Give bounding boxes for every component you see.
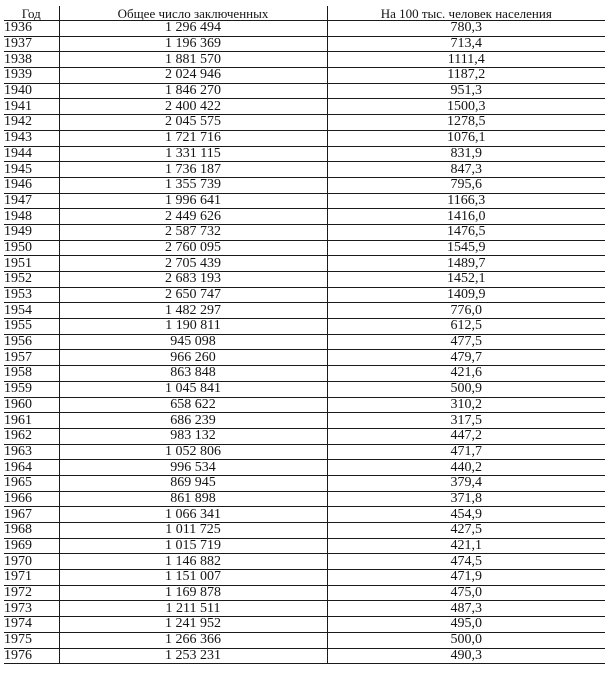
year-cell: 1957 [4,350,59,366]
table-row [4,193,605,209]
rate-cell: 310,2 [327,397,605,413]
table-row [4,570,605,586]
table-row [4,366,605,382]
table-row [4,272,605,288]
total-cell: 2 650 747 [59,287,327,303]
table-row [4,68,605,84]
rate-cell: 847,3 [327,162,605,178]
total-cell: 2 587 732 [59,224,327,240]
rate-cell: 427,5 [327,523,605,539]
total-cell: 863 848 [59,366,327,382]
table-row [4,177,605,193]
table-row [4,115,605,131]
table-row [4,287,605,303]
rate-cell: 475,0 [327,585,605,601]
year-cell: 1936 [4,21,59,37]
total-cell: 1 190 811 [59,319,327,335]
table-row [4,83,605,99]
rate-cell: 487,3 [327,601,605,617]
table-row [4,224,605,240]
table-row [4,491,605,507]
year-cell: 1962 [4,428,59,444]
table-row [4,507,605,523]
total-cell: 1 846 270 [59,83,327,99]
rate-cell: 713,4 [327,36,605,52]
total-cell: 1 253 231 [59,648,327,664]
rate-cell: 440,2 [327,460,605,476]
table-row [4,319,605,335]
year-cell: 1967 [4,507,59,523]
year-cell: 1948 [4,209,59,225]
year-cell: 1963 [4,444,59,460]
table-row [4,130,605,146]
rate-cell: 495,0 [327,617,605,633]
total-cell: 1 015 719 [59,538,327,554]
year-cell: 1965 [4,475,59,491]
year-cell: 1958 [4,366,59,382]
table-row [4,475,605,491]
rate-cell: 474,5 [327,554,605,570]
table-header-row [4,6,605,21]
total-cell: 1 736 187 [59,162,327,178]
year-cell: 1960 [4,397,59,413]
year-cell: 1964 [4,460,59,476]
total-cell: 658 622 [59,397,327,413]
total-cell: 1 151 007 [59,570,327,586]
year-cell: 1945 [4,162,59,178]
year-cell: 1940 [4,83,59,99]
rate-cell: 1416,0 [327,209,605,225]
year-cell: 1946 [4,177,59,193]
rate-cell: 421,1 [327,538,605,554]
table-row [4,162,605,178]
rate-cell: 1500,3 [327,99,605,115]
total-cell: 2 705 439 [59,256,327,272]
rate-cell: 447,2 [327,428,605,444]
total-cell: 1 331 115 [59,146,327,162]
rate-cell: 500,0 [327,632,605,648]
table-row [4,240,605,256]
header-per-100k: На 100 тыс. человек населения [327,6,605,21]
year-cell: 1970 [4,554,59,570]
total-cell: 1 355 739 [59,177,327,193]
total-cell: 1 996 641 [59,193,327,209]
rate-cell: 1166,3 [327,193,605,209]
year-cell: 1975 [4,632,59,648]
year-cell: 1943 [4,130,59,146]
header-year: Год [4,6,59,21]
total-cell: 996 534 [59,460,327,476]
table-row [4,146,605,162]
table-row [4,460,605,476]
table-row [4,36,605,52]
year-cell: 1956 [4,334,59,350]
rate-cell: 612,5 [327,319,605,335]
total-cell: 1 146 882 [59,554,327,570]
year-cell: 1959 [4,381,59,397]
year-cell: 1939 [4,68,59,84]
total-cell: 1 052 806 [59,444,327,460]
year-cell: 1972 [4,585,59,601]
total-cell: 1 169 878 [59,585,327,601]
rate-cell: 1278,5 [327,115,605,131]
rate-cell: 1452,1 [327,272,605,288]
year-cell: 1941 [4,99,59,115]
table-row [4,381,605,397]
table-row [4,256,605,272]
total-cell: 945 098 [59,334,327,350]
total-cell: 983 132 [59,428,327,444]
table-row [4,413,605,429]
total-cell: 1 881 570 [59,52,327,68]
year-cell: 1966 [4,491,59,507]
year-cell: 1969 [4,538,59,554]
year-cell: 1968 [4,523,59,539]
total-cell: 1 045 841 [59,381,327,397]
total-cell: 2 760 095 [59,240,327,256]
rate-cell: 831,9 [327,146,605,162]
table-row [4,350,605,366]
year-cell: 1942 [4,115,59,131]
total-cell: 2 045 575 [59,115,327,131]
year-cell: 1974 [4,617,59,633]
year-cell: 1944 [4,146,59,162]
rate-cell: 951,3 [327,83,605,99]
header-total-prisoners: Общее число заключенных [59,6,327,21]
table-row [4,21,605,37]
year-cell: 1954 [4,303,59,319]
rate-cell: 371,8 [327,491,605,507]
total-cell: 869 945 [59,475,327,491]
rate-cell: 477,5 [327,334,605,350]
rate-cell: 1111,4 [327,52,605,68]
prisoners-table [4,6,605,664]
rate-cell: 490,3 [327,648,605,664]
table-row [4,601,605,617]
table-row [4,303,605,319]
total-cell: 686 239 [59,413,327,429]
total-cell: 1 196 369 [59,36,327,52]
rate-cell: 1409,9 [327,287,605,303]
year-cell: 1938 [4,52,59,68]
table-row [4,617,605,633]
year-cell: 1973 [4,601,59,617]
table-row [4,632,605,648]
rate-cell: 795,6 [327,177,605,193]
year-cell: 1949 [4,224,59,240]
total-cell: 861 898 [59,491,327,507]
table-row [4,554,605,570]
rate-cell: 1076,1 [327,130,605,146]
table-row [4,585,605,601]
rate-cell: 1476,5 [327,224,605,240]
year-cell: 1947 [4,193,59,209]
total-cell: 1 482 297 [59,303,327,319]
rate-cell: 471,7 [327,444,605,460]
total-cell: 2 449 626 [59,209,327,225]
rate-cell: 471,9 [327,570,605,586]
year-cell: 1953 [4,287,59,303]
table-row [4,52,605,68]
total-cell: 1 211 511 [59,601,327,617]
total-cell: 1 296 494 [59,21,327,37]
total-cell: 2 024 946 [59,68,327,84]
year-cell: 1951 [4,256,59,272]
rate-cell: 479,7 [327,350,605,366]
table-row [4,334,605,350]
table-row [4,523,605,539]
total-cell: 1 066 341 [59,507,327,523]
rate-cell: 1489,7 [327,256,605,272]
total-cell: 966 260 [59,350,327,366]
table-body [4,21,605,664]
table-row [4,444,605,460]
total-cell: 1 011 725 [59,523,327,539]
rate-cell: 500,9 [327,381,605,397]
rate-cell: 776,0 [327,303,605,319]
total-cell: 1 721 716 [59,130,327,146]
rate-cell: 1545,9 [327,240,605,256]
scanned-document [4,6,605,664]
table-row [4,538,605,554]
table-row [4,428,605,444]
total-cell: 2 683 193 [59,272,327,288]
table-row [4,397,605,413]
year-cell: 1971 [4,570,59,586]
rate-cell: 379,4 [327,475,605,491]
rate-cell: 1187,2 [327,68,605,84]
total-cell: 2 400 422 [59,99,327,115]
rate-cell: 780,3 [327,21,605,37]
year-cell: 1950 [4,240,59,256]
table-row [4,99,605,115]
year-cell: 1955 [4,319,59,335]
rate-cell: 421,6 [327,366,605,382]
total-cell: 1 241 952 [59,617,327,633]
year-cell: 1961 [4,413,59,429]
rate-cell: 454,9 [327,507,605,523]
year-cell: 1976 [4,648,59,664]
year-cell: 1937 [4,36,59,52]
table-row [4,209,605,225]
table-row [4,648,605,664]
total-cell: 1 266 366 [59,632,327,648]
year-cell: 1952 [4,272,59,288]
rate-cell: 317,5 [327,413,605,429]
